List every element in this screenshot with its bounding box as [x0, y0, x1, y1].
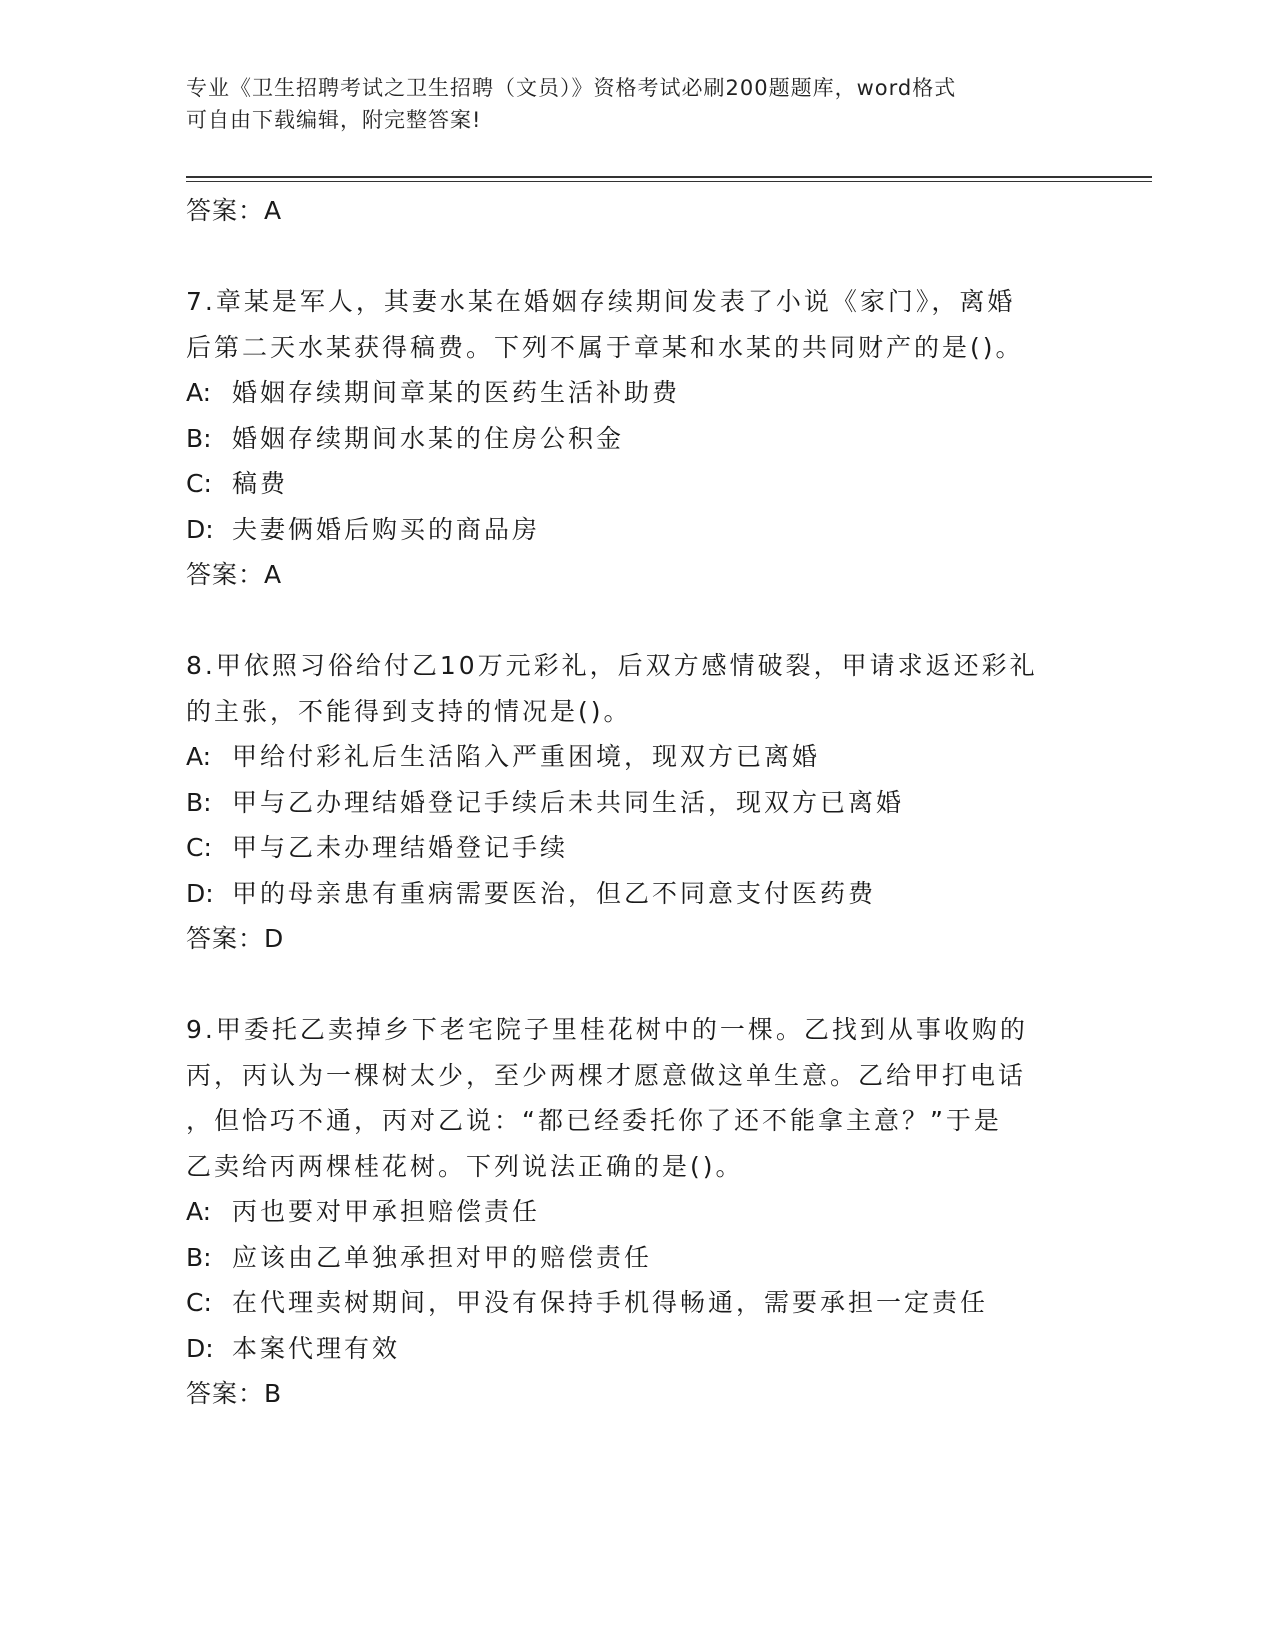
question-block-8 [186, 643, 1126, 962]
question-content [186, 188, 1126, 1417]
option-a [186, 734, 1126, 780]
option-text: 婚姻存续期间章某的医药生活补助费 [232, 378, 681, 407]
option-c [186, 461, 1126, 507]
question-text-line: 的主张，不能得到支持的情况是()。 [186, 696, 632, 726]
option-letter: C: [186, 1288, 212, 1317]
option-letter: C: [186, 833, 212, 862]
option-c [186, 1280, 1126, 1326]
spacer [186, 234, 1126, 280]
answer-line: 答案：D [186, 924, 285, 953]
question-text-line: 7.章某是军人，其妻水某在婚姻存续期间发表了小说《家门》，离婚 [186, 287, 1016, 316]
option-letter: B: [186, 787, 212, 817]
header-line-1: 专业《卫生招聘考试之卫生招聘（文员）》资格考试必刷200题题库，word格式 [186, 76, 957, 100]
option-a [186, 370, 1126, 416]
header-divider-thin [186, 181, 1152, 182]
option-text: 应该由乙单独承担对甲的赔偿责任 [232, 1242, 653, 1272]
header-divider-thick [186, 176, 1152, 178]
option-letter: C: [186, 469, 212, 498]
spacer [186, 962, 1126, 1008]
option-letter: A: [186, 742, 212, 771]
option-letter: A: [186, 1197, 212, 1226]
option-d [186, 871, 1126, 917]
header-line-2: 可自由下载编辑，附完整答案! [186, 108, 482, 132]
question-text-line: ，但恰巧不通，丙对乙说：“都已经委托你了还不能拿主意？”于是 [186, 1106, 1002, 1135]
option-letter: B: [186, 423, 212, 453]
spacer [186, 598, 1126, 644]
question-block-9 [186, 1007, 1126, 1417]
question-text-line: 后第二天水某获得稿费。下列不属于章某和水某的共同财产的是()。 [186, 332, 1024, 362]
option-text: 稿费 [232, 469, 289, 498]
option-c [186, 825, 1126, 871]
question-text-line: 丙，丙认为一棵树太少，至少两棵才愿意做这单生意。乙给甲打电话 [186, 1060, 1027, 1090]
option-d [186, 1326, 1126, 1372]
option-text: 婚姻存续期间水某的住房公积金 [232, 423, 625, 453]
option-text: 甲给付彩礼后生活陷入严重困境，现双方已离婚 [232, 742, 821, 771]
option-letter: D: [186, 878, 214, 908]
option-a [186, 1189, 1126, 1235]
question-block-7 [186, 279, 1126, 598]
option-letter: D: [186, 1333, 214, 1363]
question-text-line: 乙卖给丙两棵桂花树。下列说法正确的是()。 [186, 1151, 744, 1181]
option-d [186, 507, 1126, 553]
option-b [186, 1235, 1126, 1281]
previous-answer: 答案：A [186, 196, 283, 225]
option-text: 甲与乙办理结婚登记手续后未共同生活，现双方已离婚 [232, 787, 905, 817]
document-header [186, 72, 1086, 136]
question-text-line: 8.甲依照习俗给付乙10万元彩礼，后双方感情破裂，甲请求返还彩礼 [186, 651, 1038, 680]
answer-line: 答案：A [186, 560, 283, 589]
option-letter: D: [186, 514, 214, 544]
option-text: 在代理卖树期间，甲没有保持手机得畅通，需要承担一定责任 [232, 1288, 989, 1317]
answer-line: 答案：B [186, 1379, 283, 1408]
option-b [186, 780, 1126, 826]
option-b [186, 416, 1126, 462]
option-text: 本案代理有效 [232, 1333, 401, 1363]
option-text: 丙也要对甲承担赔偿责任 [232, 1197, 541, 1226]
option-text: 甲与乙未办理结婚登记手续 [232, 833, 569, 862]
question-text-line: 9.甲委托乙卖掉乡下老宅院子里桂花树中的一棵。乙找到从事收购的 [186, 1015, 1028, 1044]
option-text: 夫妻俩婚后购买的商品房 [232, 514, 541, 544]
option-letter: B: [186, 1242, 212, 1272]
option-letter: A: [186, 378, 212, 407]
option-text: 甲的母亲患有重病需要医治，但乙不同意支付医药费 [232, 878, 877, 908]
